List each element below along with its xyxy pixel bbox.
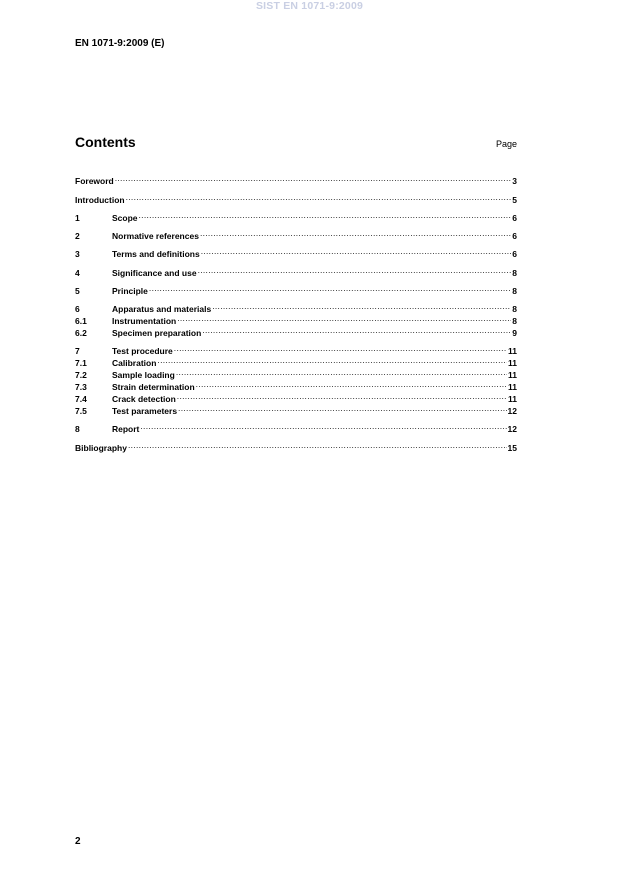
toc-entry-page: 11 [508, 358, 517, 368]
toc-entry-number: 7.2 [75, 370, 87, 380]
toc-entry-page: 8 [512, 316, 517, 326]
toc-entry-calibration[interactable] [75, 355, 517, 366]
toc-entry-number: 6.2 [75, 328, 87, 338]
toc-entry-number: 6 [75, 304, 80, 314]
toc-dot-leader [178, 403, 506, 414]
toc-entry-title: Scope [112, 213, 138, 223]
toc-entry-introduction[interactable] [75, 192, 517, 203]
toc-entry-number: 7 [75, 346, 80, 356]
page-column-label: Page [495, 139, 517, 149]
toc-entry-test-procedure[interactable] [75, 343, 517, 354]
toc-entry-title: Specimen preparation [112, 328, 202, 338]
toc-dot-leader [157, 355, 507, 366]
toc-entry-page: 8 [512, 286, 517, 296]
toc-dot-leader [212, 301, 511, 312]
toc-entry-sample-loading[interactable] [75, 367, 517, 378]
toc-dot-leader [202, 325, 511, 336]
toc-entry-number: 4 [75, 268, 80, 278]
toc-entry-terms-and-definitions[interactable] [75, 246, 517, 257]
toc-dot-leader [200, 228, 511, 239]
toc-entry-page: 8 [512, 304, 517, 314]
toc-entry-title: Principle [112, 286, 148, 296]
toc-dot-leader [126, 192, 512, 203]
toc-entry-title: Report [112, 424, 140, 434]
toc-entry-title: Terms and definitions [112, 249, 200, 259]
toc-entry-title: Crack detection [112, 394, 176, 404]
page-number: 2 [75, 836, 81, 847]
toc-entry-number: 1 [75, 213, 80, 223]
toc-entry-title: Calibration [112, 358, 157, 368]
toc-entry-page: 6 [512, 249, 517, 259]
toc-dot-leader [198, 265, 512, 276]
toc-entry-page: 5 [512, 195, 517, 205]
toc-dot-leader [176, 367, 507, 378]
toc-dot-leader [139, 210, 512, 221]
toc-dot-leader [140, 421, 506, 432]
toc-entry-apparatus-and-materials[interactable] [75, 301, 517, 312]
toc-entry-title: Test procedure [112, 346, 173, 356]
toc-dot-leader [174, 343, 507, 354]
toc-entry-scope[interactable] [75, 210, 517, 221]
toc-entry-specimen-preparation[interactable] [75, 325, 517, 336]
toc-entry-page: 11 [508, 382, 517, 392]
toc-dot-leader [128, 440, 507, 451]
toc-entry-title: Apparatus and materials [112, 304, 212, 314]
toc-entry-number: 7.3 [75, 382, 87, 392]
toc-entry-foreword[interactable] [75, 173, 517, 184]
toc-entry-test-parameters[interactable] [75, 403, 517, 414]
toc-entry-page: 8 [512, 268, 517, 278]
toc-entry-number: 7.1 [75, 358, 87, 368]
toc-entry-page: 15 [507, 443, 517, 453]
toc-entry-page: 12 [507, 424, 517, 434]
toc-entry-title: Test parameters [112, 406, 178, 416]
toc-entry-number: 2 [75, 231, 80, 241]
toc-entry-page: 9 [512, 328, 517, 338]
toc-dot-leader [196, 379, 507, 390]
toc-entry-page: 11 [508, 370, 517, 380]
toc-entry-title: Introduction [75, 195, 125, 205]
contents-heading: Contents [75, 134, 136, 150]
toc-entry-title: Significance and use [112, 268, 197, 278]
toc-dot-leader [177, 313, 511, 324]
toc-dot-leader [201, 246, 512, 257]
toc-entry-number: 7.5 [75, 406, 87, 416]
toc-entry-title: Strain determination [112, 382, 195, 392]
toc-entry-instrumentation[interactable] [75, 313, 517, 324]
toc-entry-significance-and-use[interactable] [75, 265, 517, 276]
toc-dot-leader [115, 173, 512, 184]
watermark-text: SIST EN 1071-9:2009 [255, 0, 364, 12]
toc-entry-page: 6 [512, 231, 517, 241]
toc-dot-leader [177, 391, 507, 402]
toc-entry-page: 3 [512, 176, 517, 186]
toc-entry-number: 6.1 [75, 316, 87, 326]
toc-entry-title: Foreword [75, 176, 114, 186]
toc-entry-strain-determination[interactable] [75, 379, 517, 390]
toc-entry-page: 12 [507, 406, 517, 416]
toc-entry-crack-detection[interactable] [75, 391, 517, 402]
toc-entry-page: 11 [508, 394, 517, 404]
toc-dot-leader [149, 283, 511, 294]
toc-entry-number: 7.4 [75, 394, 87, 404]
toc-entry-page: 6 [512, 213, 517, 223]
toc-entry-principle[interactable] [75, 283, 517, 294]
document-identifier: EN 1071-9:2009 (E) [75, 38, 165, 49]
toc-entry-bibliography[interactable] [75, 440, 517, 451]
toc-entry-page: 11 [508, 346, 517, 356]
toc-entry-title: Sample loading [112, 370, 175, 380]
toc-entry-title: Instrumentation [112, 316, 177, 326]
toc-entry-report[interactable] [75, 421, 517, 432]
toc-entry-normative-references[interactable] [75, 228, 517, 239]
toc-entry-number: 5 [75, 286, 80, 296]
toc-entry-title: Bibliography [75, 443, 127, 453]
toc-entry-number: 3 [75, 249, 80, 259]
toc-entry-title: Normative references [112, 231, 199, 241]
toc-entry-number: 8 [75, 424, 80, 434]
